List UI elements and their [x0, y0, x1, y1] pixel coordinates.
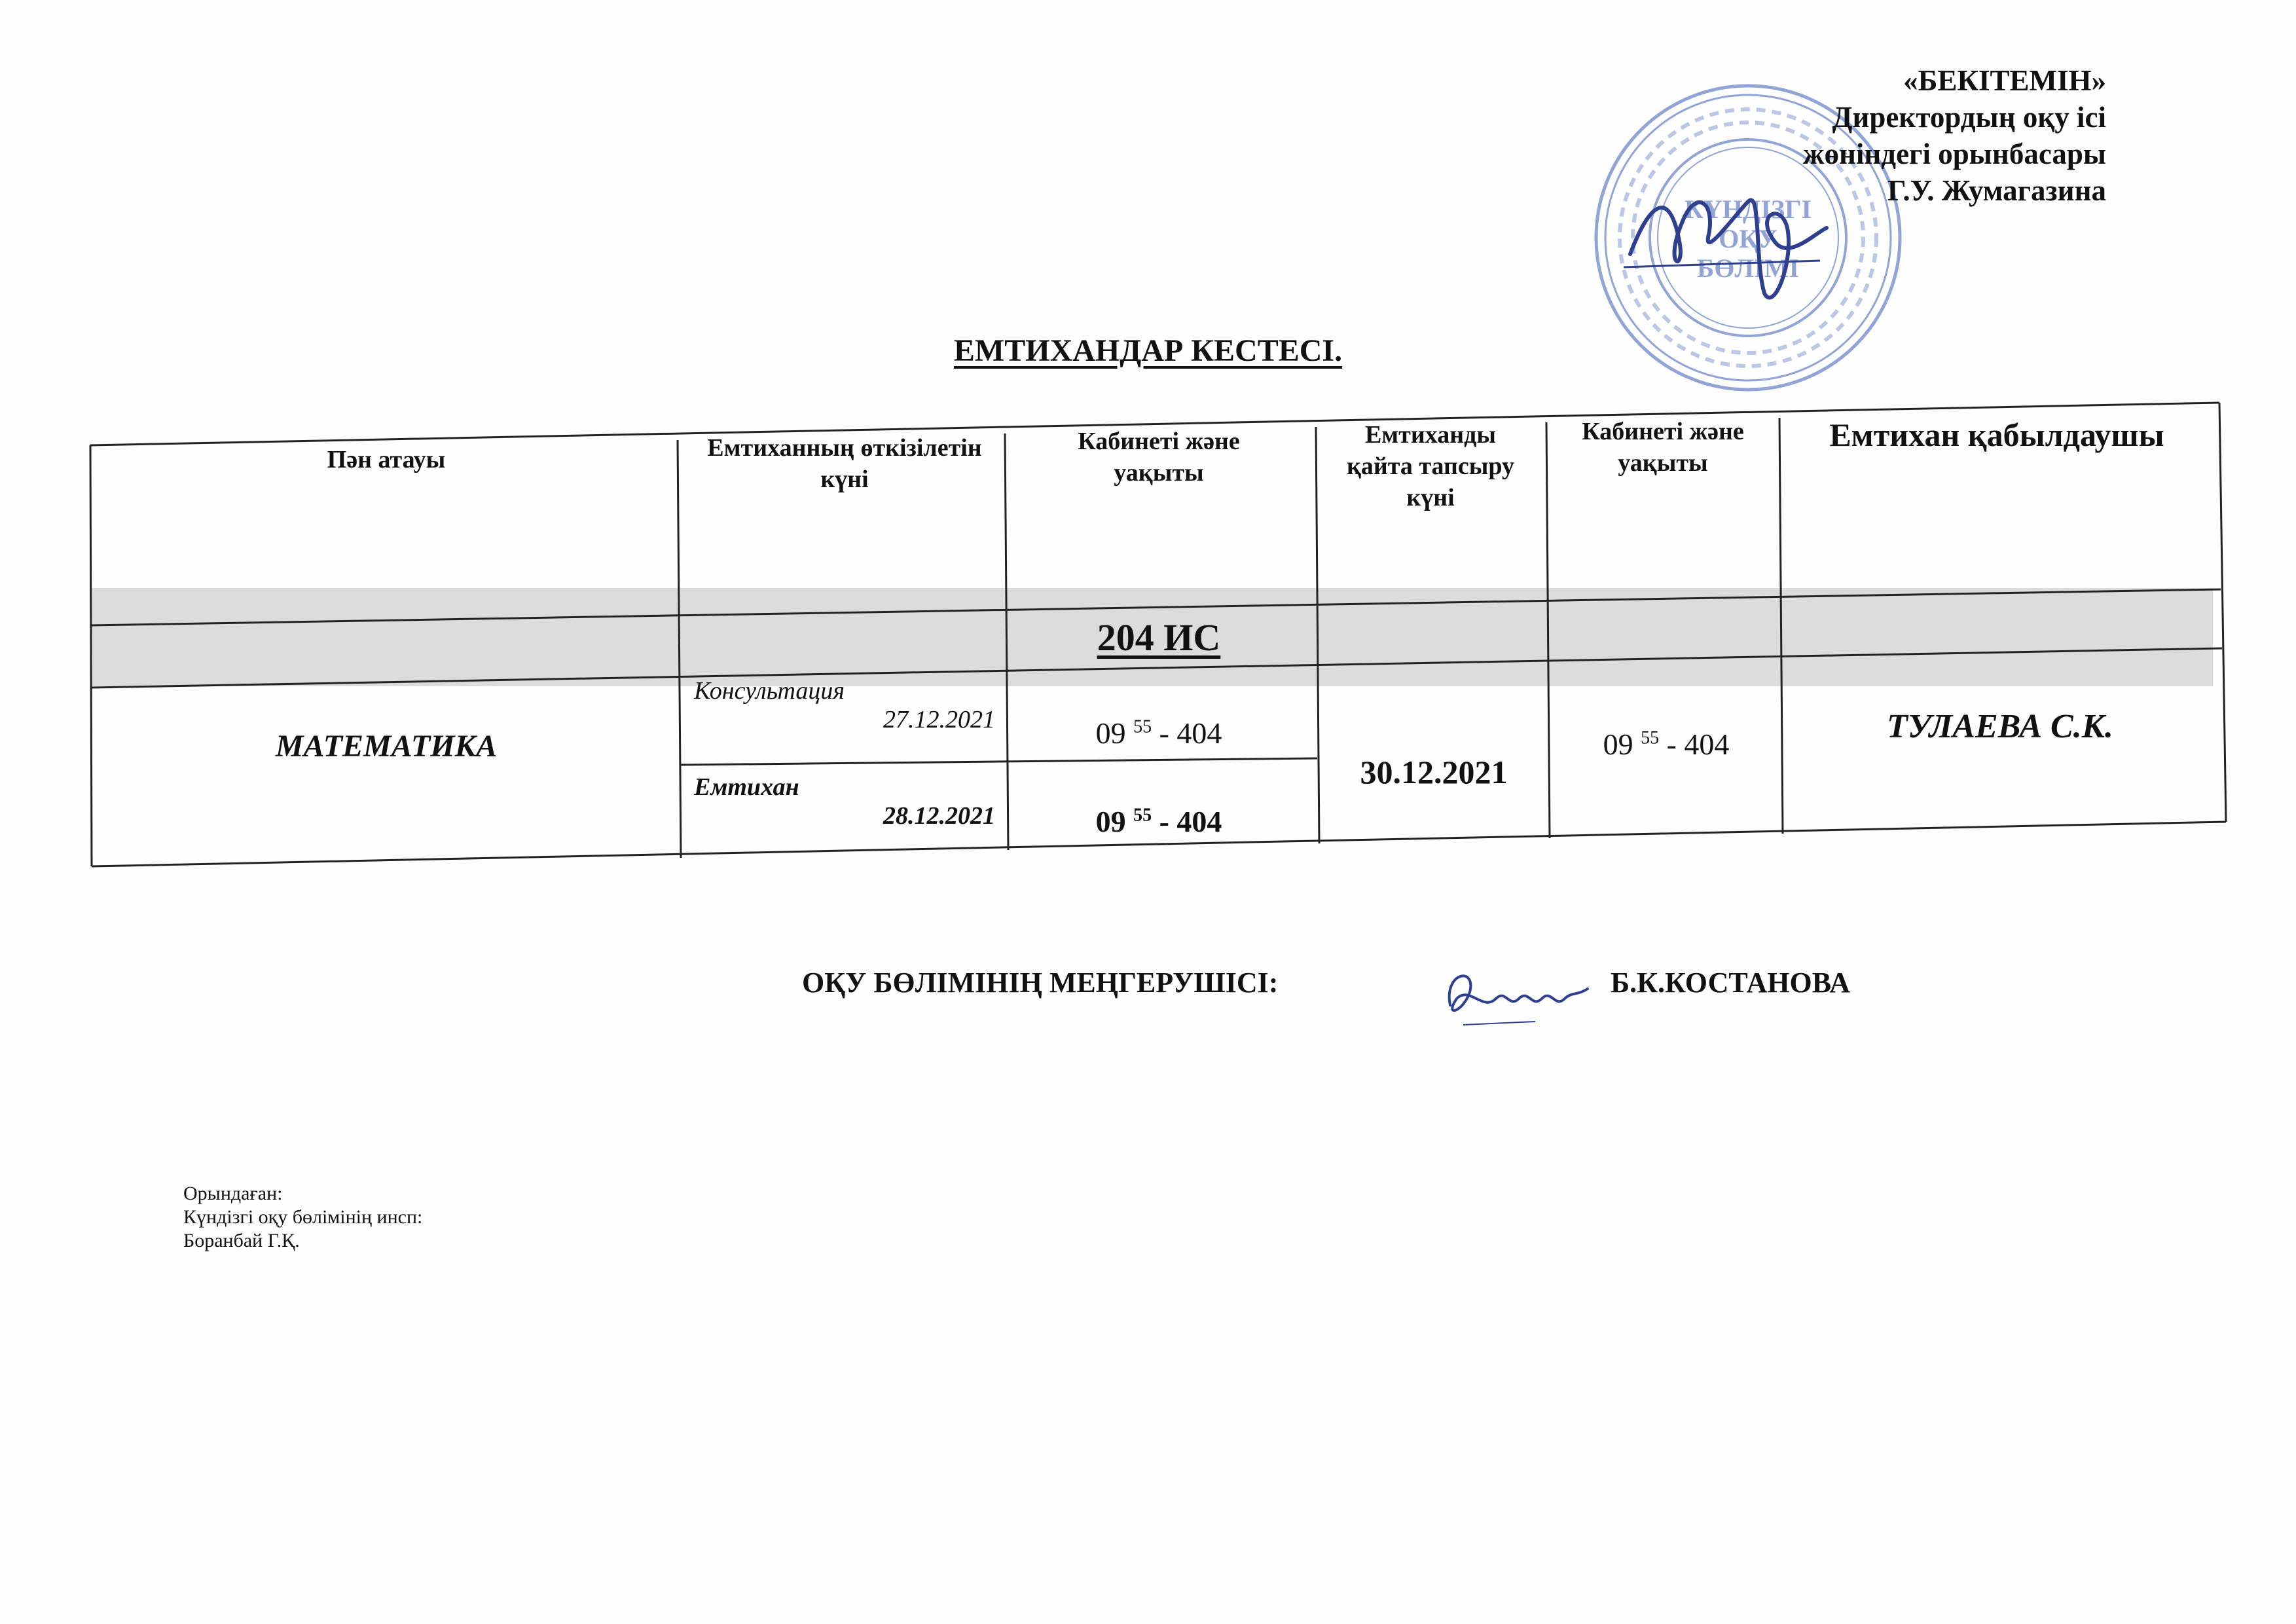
- head-signature: [1437, 959, 1594, 1031]
- head-role: ОҚУ БӨЛІМІНІҢ МЕҢГЕРУШІСІ:: [802, 967, 1279, 999]
- approval-block: [1803, 62, 2106, 209]
- page-title-text: ЕМТИХАНДАР КЕСТЕСІ.: [953, 333, 1343, 368]
- header-examiner: Емтихан қабылдаушы: [1829, 416, 2164, 453]
- footer-line1: Орындаған:: [183, 1183, 283, 1204]
- footer-line3: Боранбай Г.Қ.: [183, 1230, 300, 1251]
- stamp-text-1: КҮНДІЗГІ: [1684, 194, 1812, 224]
- retake-room: - 404: [1666, 728, 1730, 761]
- consultation-label: Консультация: [694, 677, 845, 705]
- header-retake-date: Емтиханды қайта тапсыру күні: [1346, 421, 1515, 511]
- consultation-time-hour: 09: [1095, 716, 1126, 750]
- subject-name: МАТЕМАТИКА: [275, 729, 498, 764]
- deputy-signature: [1624, 162, 1833, 313]
- exam-cell: [694, 773, 995, 830]
- header-retake-room-time: Кабинеті және уақыты: [1582, 418, 1744, 477]
- header-exam-date: Емтиханның өткізілетін күні: [707, 434, 982, 493]
- header-subject: Пән атауы: [327, 446, 446, 473]
- footer-block: [183, 1182, 422, 1253]
- approval-label: «БЕКІТЕМІН»: [1903, 64, 2106, 97]
- approval-name: Г.У. Жумагазина: [1887, 174, 2106, 207]
- header-room-time: Кабинеті және уақыты: [1078, 428, 1240, 487]
- consultation-room: - 404: [1159, 716, 1222, 750]
- footer-line2: Күндізгі оқу бөлімінің инсп:: [183, 1206, 423, 1228]
- exam-time-min: 55: [1133, 805, 1152, 826]
- exam-time-hour: 09: [1095, 805, 1126, 838]
- exam-time: [1021, 804, 1296, 839]
- consultation-time: [1021, 716, 1296, 750]
- retake-date: 30.12.2021: [1360, 754, 1508, 790]
- exam-date: 28.12.2021: [883, 802, 995, 830]
- retake-time: [1558, 727, 1774, 762]
- exam-label: Емтихан: [694, 773, 799, 801]
- approval-position-line1: Директордың оқу ісі: [1832, 101, 2106, 134]
- consultation-time-min: 55: [1133, 716, 1152, 737]
- stamp-text-3: БӨЛІМІ: [1696, 253, 1800, 283]
- stamp-text-2: ОҚУ: [1719, 224, 1777, 253]
- retake-time-hour: 09: [1603, 728, 1633, 761]
- consultation-date: 27.12.2021: [883, 706, 995, 733]
- consultation-cell: [694, 676, 995, 734]
- retake-time-min: 55: [1641, 728, 1660, 748]
- exam-room: - 404: [1159, 805, 1222, 838]
- group-name: 204 ИС: [1097, 616, 1221, 659]
- approval-position-line2: жөніндегі орынбасары: [1802, 138, 2106, 170]
- examiner-name: ТУЛАЕВА С.К.: [1887, 708, 2113, 745]
- head-name: Б.К.КОСТАНОВА: [1611, 967, 1851, 999]
